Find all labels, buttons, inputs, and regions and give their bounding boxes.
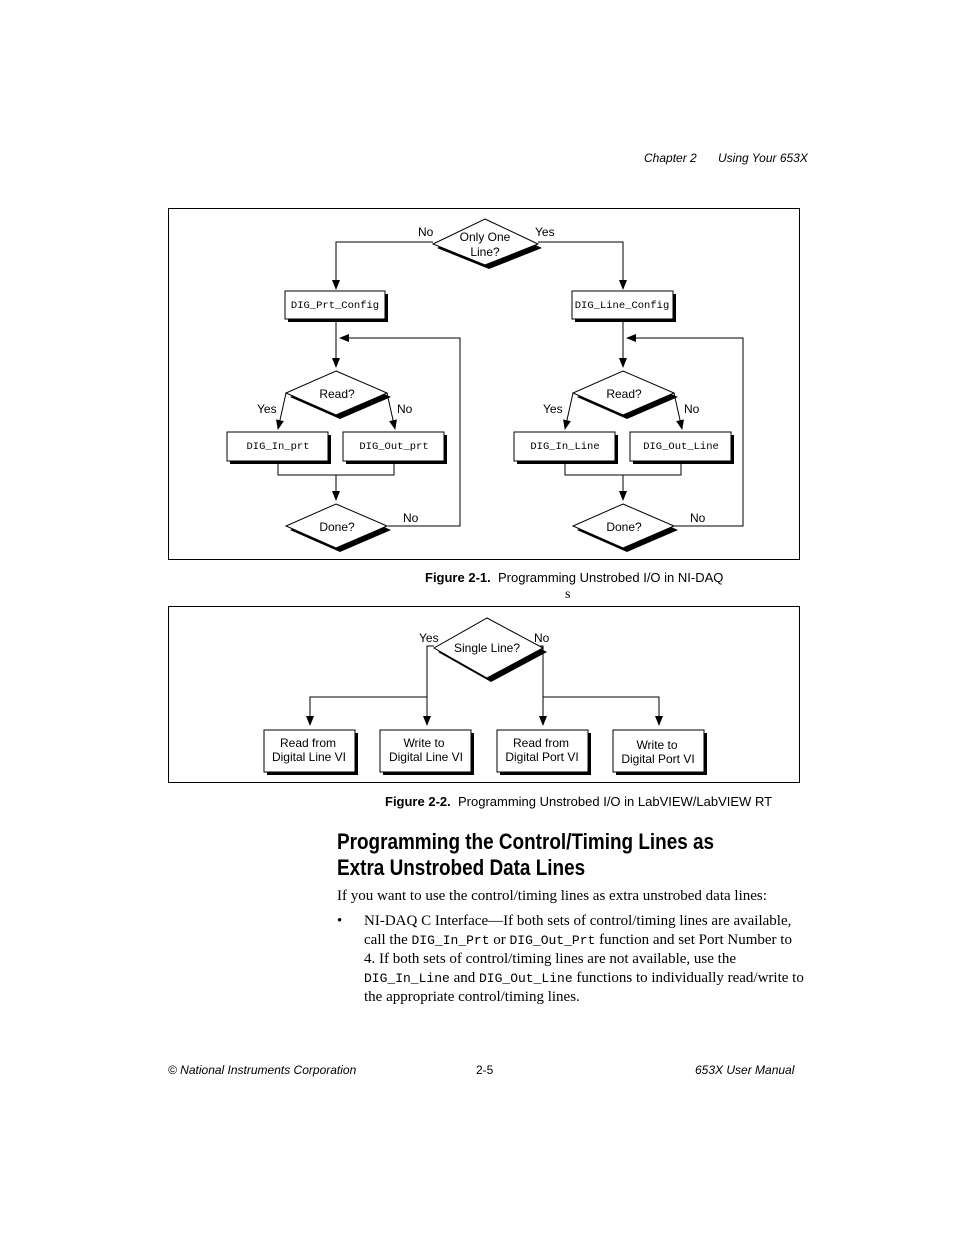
right-done-decision [573, 504, 678, 552]
code-dig-in-line: DIG_In_Line [364, 971, 450, 986]
decision-single-line-label: Single Line? [453, 641, 521, 655]
dig-out-line-box [630, 432, 734, 464]
left-read-label: Read? [319, 387, 355, 401]
header-chapter: Chapter 2 [644, 151, 697, 165]
dig-line-config-label: DIG_Line_Config [574, 300, 670, 312]
dig-line-config-box [572, 291, 676, 322]
read-digital-line-box [264, 730, 358, 775]
figure-1-flowchart [169, 209, 799, 559]
figure-1-frame [168, 208, 800, 560]
right-read-no: No [684, 402, 700, 416]
read-digital-port-box [497, 730, 591, 775]
bullet-text-3: function and set Port Number to 4. If both sets of control/timing lines are not available, use the [364, 932, 792, 967]
bullet-marker: • [337, 913, 343, 929]
top-yes-label: Yes [535, 225, 555, 239]
bullet-text-2: or [489, 932, 510, 948]
footer-page-number: 2-5 [476, 1063, 494, 1077]
box1-line1: Read from [279, 736, 337, 750]
header-title: Using Your 653X [718, 151, 808, 165]
right-read-label: Read? [606, 387, 642, 401]
dig-in-line-box [514, 432, 618, 464]
right-read-decision [573, 371, 678, 419]
figure-2-caption [385, 794, 772, 809]
right-done-no: No [690, 511, 706, 525]
left-done-label: Done? [319, 520, 355, 534]
dig-prt-config-box [285, 291, 388, 322]
write-digital-line-box [380, 730, 474, 775]
dig-out-prt-label: DIG_Out_prt [359, 441, 429, 453]
box1-line2: Digital Line VI [271, 750, 347, 764]
box4-line2: Digital Port VI [621, 752, 695, 766]
fig2-no-label: No [534, 631, 550, 645]
decision-only-one-line-text1: Only One [459, 230, 511, 244]
left-read-decision [286, 371, 391, 419]
box3-line1: Read from [512, 736, 570, 750]
fig2-yes-label: Yes [419, 631, 439, 645]
figure-2-caption-label: Figure 2-2. [385, 794, 451, 809]
figure-2-frame [168, 606, 800, 783]
figure-2-caption-text: Programming Unstrobed I/O in LabVIEW/LabVIEW RT [457, 794, 773, 809]
box2-line1: Write to [403, 736, 445, 750]
code-dig-out-prt: DIG_Out_Prt [509, 933, 596, 948]
bullet-paragraph [364, 912, 804, 1007]
dig-out-prt-box [343, 432, 447, 464]
decision-single-line [434, 618, 547, 682]
decision-only-one-line [433, 219, 542, 269]
dig-in-line-label: DIG_In_Line [530, 441, 600, 453]
bullet-text-4: and [449, 970, 479, 986]
left-done-decision [286, 504, 391, 552]
left-read-no: No [397, 402, 413, 416]
right-done-label: Done? [606, 520, 642, 534]
section-heading: Programming the Control/Timing Lines as Extra Unstrobed Data Lines [337, 829, 715, 880]
right-read-yes: Yes [543, 402, 563, 416]
left-read-yes: Yes [257, 402, 277, 416]
code-dig-out-line: DIG_Out_Line [479, 971, 573, 986]
dig-in-prt-box [227, 432, 331, 464]
write-digital-port-box [613, 730, 707, 775]
decision-only-one-line-text2: Line? [470, 245, 500, 259]
figure-1-caption-label: Figure 2-1. [425, 570, 491, 585]
box3-line2: Digital Port VI [505, 750, 579, 764]
left-done-no: No [403, 511, 419, 525]
figure-2-flowchart [169, 607, 799, 782]
bullet-text-1: NI-DAQ C Interface—If both sets of control/timing lines are available, call the [364, 913, 792, 948]
stray-glyph: s [565, 587, 571, 602]
dig-prt-config-label: DIG_Prt_Config [290, 300, 380, 312]
box2-line2: Digital Line VI [388, 750, 464, 764]
dig-out-line-label: DIG_Out_Line [643, 441, 719, 453]
footer-right: 653X User Manual [695, 1063, 795, 1077]
figure-1-caption [425, 570, 723, 585]
section-intro: If you want to use the control/timing lines as extra unstrobed data lines: [337, 888, 767, 904]
dig-in-prt-label: DIG_In_prt [246, 441, 310, 453]
bullet-text-5: functions to individually read/write to the appropriate control/timing lines. [364, 970, 804, 1005]
figure-1-caption-text: Programming Unstrobed I/O in NI-DAQ [497, 570, 724, 585]
code-dig-in-prt: DIG_In_Prt [411, 933, 490, 948]
top-no-label: No [418, 225, 434, 239]
footer-left: © National Instruments Corporation [168, 1063, 357, 1077]
box4-line1: Write to [636, 738, 678, 752]
